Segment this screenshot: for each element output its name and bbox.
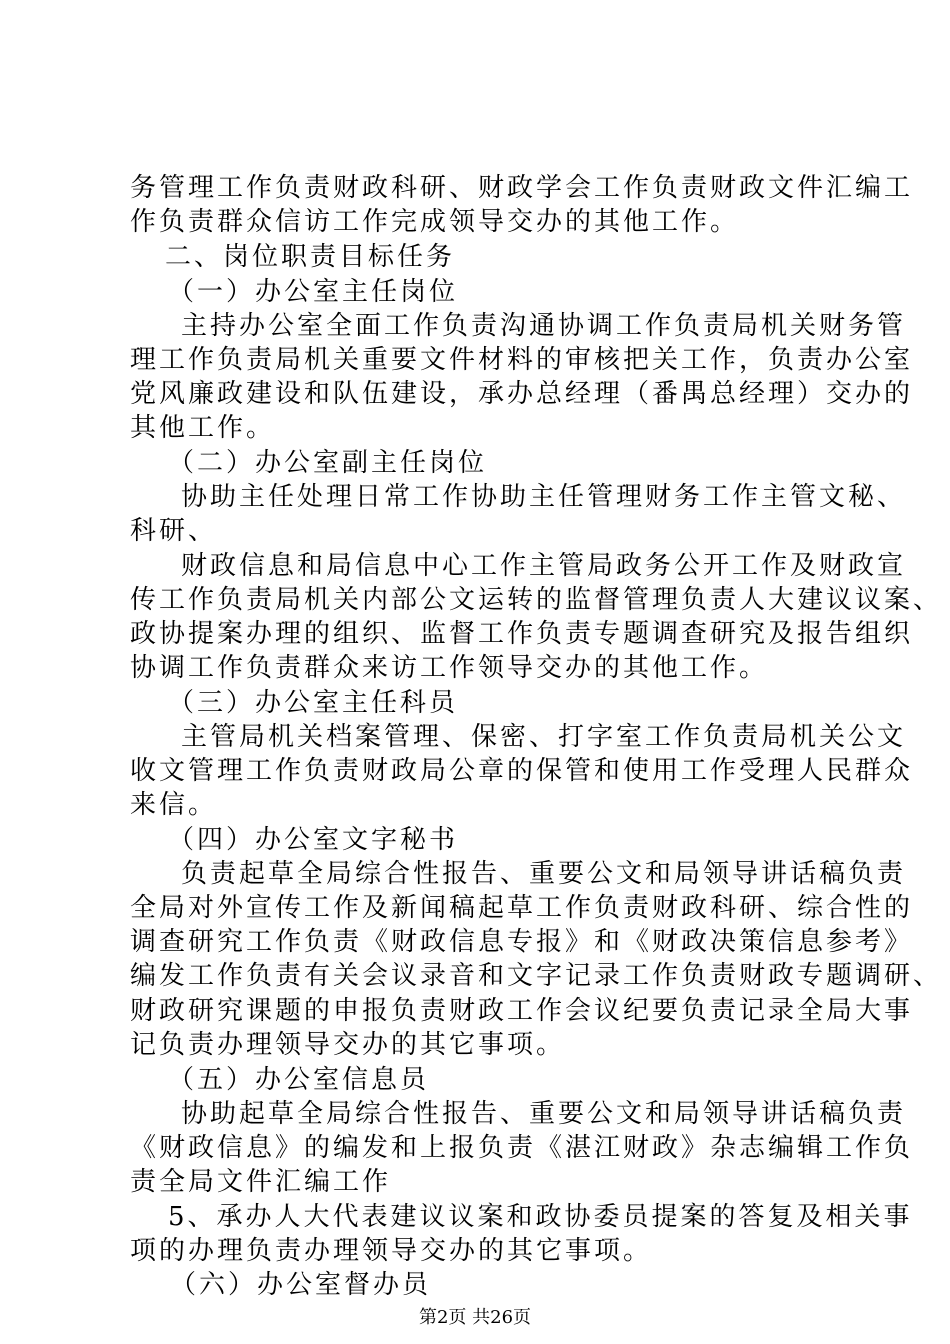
body-line: 《财政信息》的编发和上报负责《湛江财政》杂志编辑工作负 xyxy=(130,1133,914,1163)
body-line: 调查研究工作负责《财政信息专报》和《财政决策信息参考》 xyxy=(130,927,914,957)
body-line: 传工作负责局机关内部公文运转的监督管理负责人大建议议案、 xyxy=(130,585,943,615)
section-heading: 二、岗位职责目标任务 xyxy=(165,242,456,272)
body-line: 政协提案办理的组织、监督工作负责专题调查研究及报告组织 xyxy=(130,619,914,649)
body-line: 理工作负责局机关重要文件材料的审核把关工作，负责办公室 xyxy=(130,345,914,375)
subsection-heading: （二）办公室副主任岗位 xyxy=(168,448,488,478)
page-footer: 第2页 共26页 xyxy=(418,1307,532,1328)
subsection-heading: （六）办公室督办员 xyxy=(170,1270,432,1300)
body-line: 协助起草全局综合性报告、重要公文和局领导讲话稿负责 xyxy=(181,1099,907,1129)
body-line: 全局对外宣传工作及新闻稿起草工作负责财政科研、综合性的 xyxy=(130,893,914,923)
subsection-heading: （三）办公室主任科员 xyxy=(168,688,459,718)
body-line: 来信。 xyxy=(130,790,218,820)
body-line: 收文管理工作负责财政局公章的保管和使用工作受理人民群众 xyxy=(130,756,914,786)
body-line: 财政信息和局信息中心工作主管局政务公开工作及财政宣 xyxy=(181,551,907,581)
body-line: 协调工作负责群众来访工作领导交办的其他工作。 xyxy=(130,653,769,683)
body-line: 负责起草全局综合性报告、重要公文和局领导讲话稿负责 xyxy=(181,859,907,889)
body-line: 记负责办理领导交办的其它事项。 xyxy=(130,1030,566,1060)
body-line: 协助主任处理日常工作协助主任管理财务工作主管文秘、 xyxy=(181,482,907,512)
body-line: 财政研究课题的申报负责财政工作会议纪要负责记录全局大事 xyxy=(130,996,914,1026)
body-line: 主管局机关档案管理、保密、打字室工作负责局机关公文 xyxy=(181,722,907,752)
body-line: 党风廉政建设和队伍建设，承办总经理（番禺总经理）交办的 xyxy=(130,379,914,409)
body-line: 作负责群众信访工作完成领导交办的其他工作。 xyxy=(130,207,740,237)
body-line: 项的办理负责办理领导交办的其它事项。 xyxy=(130,1236,653,1266)
subsection-heading: （四）办公室文字秘书 xyxy=(168,825,459,855)
body-line: 务管理工作负责财政科研、财政学会工作负责财政文件汇编工 xyxy=(130,173,914,203)
body-line: 编发工作负责有关会议录音和文字记录工作负责财政专题调研、 xyxy=(130,961,943,991)
body-line: 科研、 xyxy=(130,516,218,546)
body-line: 主持办公室全面工作负责沟通协调工作负责局机关财务管 xyxy=(181,311,907,341)
body-line: 责全局文件汇编工作 xyxy=(130,1167,392,1197)
subsection-heading: （一）办公室主任岗位 xyxy=(168,277,459,307)
subsection-heading: （五）办公室信息员 xyxy=(168,1065,430,1095)
body-line: 5、承办人大代表建议议案和政协委员提案的答复及相关事 xyxy=(168,1202,913,1232)
body-line: 其他工作。 xyxy=(130,413,276,443)
